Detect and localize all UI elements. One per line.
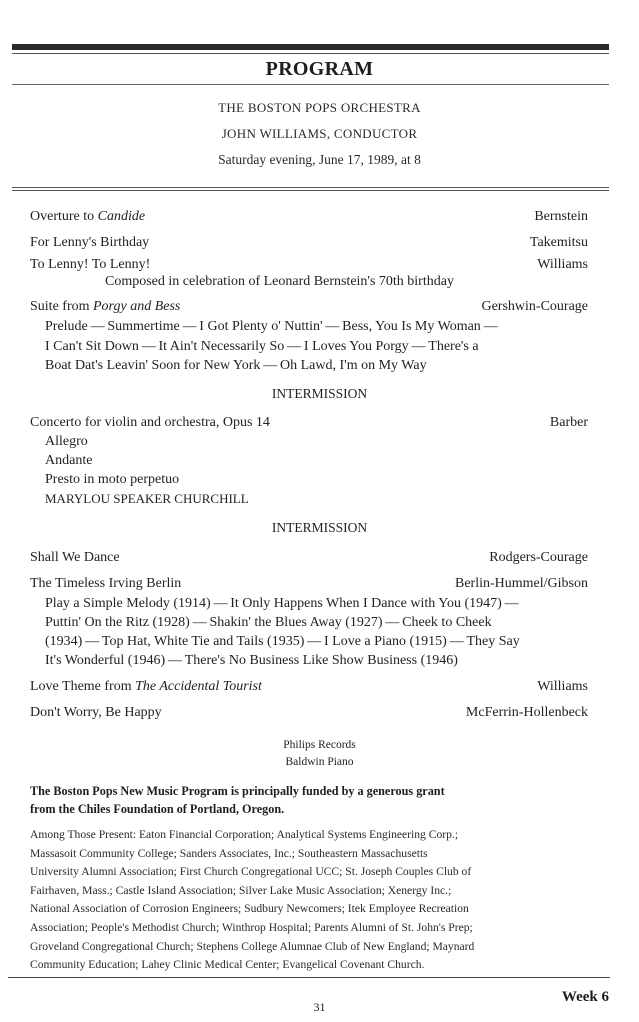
work-title: Overture to Candide: [30, 209, 146, 224]
concert-date: Saturday evening, June 17, 1989, at 8: [218, 152, 421, 167]
grant-line: The Boston Pops New Music Program is principally funded by a generous grant: [30, 784, 445, 798]
page-number: 31: [313, 1000, 326, 1014]
header-double-rule-top: [12, 187, 609, 188]
footer-rule: [8, 977, 610, 978]
composer: Rodgers-Courage: [489, 550, 588, 565]
suite-detail-line: Prelude — Summertime — I Got Plenty o' Nuttin' — Bess, You Is My Woman —: [45, 319, 498, 334]
top-thick-rule: [12, 44, 609, 50]
intermission-label: INTERMISSION: [271, 386, 368, 401]
grant-line: from the Chiles Foundation of Portland, Oregon.: [30, 802, 285, 816]
composer: Bernstein: [534, 209, 588, 224]
conductor-line: JOHN WILLIAMS, CONDUCTOR: [221, 126, 418, 141]
movement: Allegro: [45, 434, 88, 449]
composer: Berlin-Hummel/Gibson: [455, 576, 588, 591]
movement: Andante: [45, 453, 93, 468]
composer: Barber: [549, 415, 588, 430]
intermission-label: INTERMISSION: [271, 520, 368, 535]
movement: Presto in moto perpetuo: [45, 472, 180, 487]
suite-detail-line: Boat Dat's Leavin' Soon for New York — Oh Lawd, I'm on My Way: [45, 358, 427, 373]
medley-detail-line: (1934) — Top Hat, White Tie and Tails (1935) — I Love a Piano (1915) — They Say: [45, 634, 520, 649]
work-title: Shall We Dance: [30, 550, 120, 565]
composer: Takemitsu: [529, 235, 588, 250]
work-title: Love Theme from The Accidental Tourist: [30, 679, 262, 694]
week-label: Week 6: [561, 989, 609, 1005]
work-note: Composed in celebration of Leonard Bernstein's 70th birthday: [105, 274, 454, 289]
composer: Williams: [537, 257, 588, 272]
present-line: Massasoit Community College; Sanders Associates, Inc.; Southeastern Massachusetts: [30, 846, 428, 860]
title-underline-rule: [12, 84, 609, 85]
present-line: University Alumni Association; First Church Congregational UCC; St. Joseph Couples Club of: [30, 865, 472, 879]
medley-detail-line: Puttin' On the Ritz (1928) — Shakin' the Blues Away (1927) — Cheek to Cheek: [45, 615, 492, 630]
present-line: Groveland Congregational Church; Stephens College Alumnae Club of New England; Maynard: [30, 939, 475, 953]
among-those-present: [30, 826, 600, 975]
top-thin-rule: [12, 53, 609, 54]
soloist: MARYLOU SPEAKER CHURCHILL: [45, 491, 249, 506]
present-line: Association; People's Methodist Church; Winthrop Hospital; Parents Alumni of St. John's Prep;: [30, 920, 473, 934]
header-double-rule-bottom: [12, 190, 609, 191]
work-title: For Lenny's Birthday: [30, 235, 150, 250]
work-title: The Timeless Irving Berlin: [30, 576, 182, 591]
work-title: Suite from Porgy and Bess: [30, 299, 181, 314]
work-title: Concerto for violin and orchestra, Opus 14: [30, 415, 270, 430]
suite-detail-line: I Can't Sit Down — It Ain't Necessarily So — I Loves You Porgy — There's a: [45, 339, 479, 354]
composer: Gershwin-Courage: [481, 299, 588, 314]
present-line: Among Those Present: Eaton Financial Corporation; Analytical Systems Engineering Corp.;: [30, 828, 459, 841]
medley-detail-line: Play a Simple Melody (1914) — It Only Happens When I Dance with You (1947) —: [45, 596, 519, 611]
page-title: PROGRAM: [265, 58, 374, 80]
present-line: National Association of Corrosion Engineers; Sudbury Newcomers; Itek Employee Recreation: [30, 902, 469, 916]
piano-credit: Baldwin Piano: [285, 756, 354, 768]
composer: McFerrin-Hollenbeck: [465, 705, 588, 720]
grant-notice: [30, 782, 590, 818]
composer: Williams: [537, 679, 588, 694]
present-line: Community Education; Lahey Clinic Medical Center; Evangelical Covenant Church.: [30, 958, 425, 972]
orchestra-name: THE BOSTON POPS ORCHESTRA: [218, 100, 421, 115]
work-title: To Lenny! To Lenny!: [30, 257, 151, 272]
records-credit: Philips Records: [283, 739, 356, 751]
medley-detail-line: It's Wonderful (1946) — There's No Business Like Show Business (1946): [45, 653, 458, 668]
work-title: Don't Worry, Be Happy: [30, 705, 162, 720]
present-line: Fairhaven, Mass.; Castle Island Association; Silver Lake Music Association; Xenergy Inc.;: [30, 883, 452, 897]
